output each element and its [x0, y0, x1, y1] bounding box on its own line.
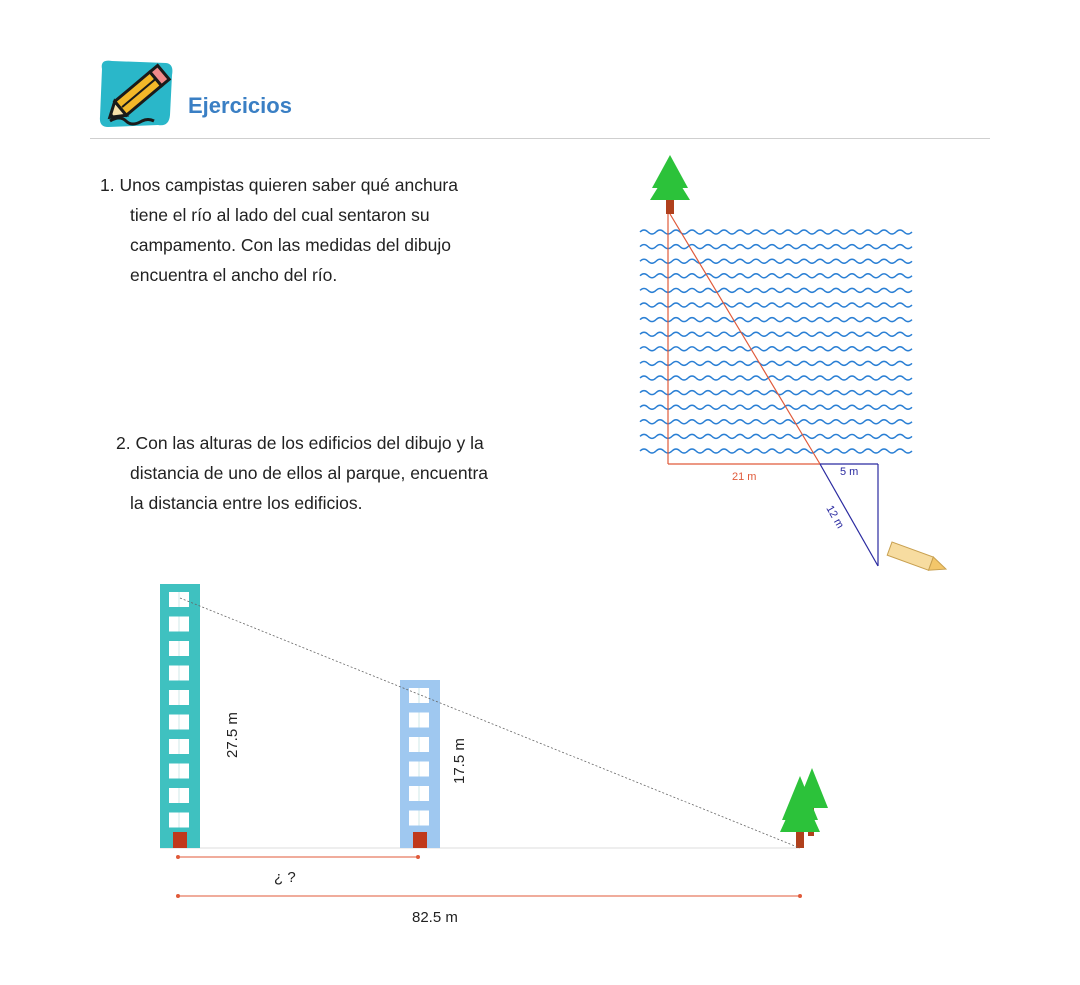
- exercise-2-line: 2. Con las alturas de los edificios del dibujo y la: [116, 433, 484, 453]
- header-divider: [90, 138, 990, 139]
- exercise-1-text: [100, 170, 570, 290]
- pencil-icon: [887, 542, 948, 576]
- page-title: Ejercicios: [188, 93, 292, 118]
- buildings-diagram: [140, 570, 860, 930]
- label-5m: 5 m: [840, 466, 859, 478]
- wave-line: [640, 332, 912, 336]
- pencil-icon: [96, 55, 176, 133]
- unknown-distance-label: ¿ ?: [274, 869, 296, 886]
- exercise-1-line: 1. Unos campistas quieren saber qué anchura: [100, 175, 458, 195]
- exercise-2-line: la distancia entre los edificios.: [130, 493, 363, 513]
- wave-line: [640, 274, 912, 278]
- measure-dot: [798, 894, 802, 898]
- exercise-1-line: tiene el río al lado del cual sentaron su: [130, 205, 430, 225]
- header: [96, 55, 990, 140]
- exercise-1-line: encuentra el ancho del río.: [130, 265, 338, 285]
- measure-dot: [416, 855, 420, 859]
- wave-line: [640, 259, 912, 263]
- tree-icon: [780, 768, 828, 848]
- tall-building: [160, 584, 200, 848]
- wave-line: [640, 318, 912, 322]
- river-diagram: [630, 150, 970, 580]
- sight-line: [180, 598, 800, 848]
- river-water: [640, 230, 912, 453]
- sight-line: [670, 214, 820, 464]
- wave-line: [640, 288, 912, 292]
- wave-line: [640, 245, 912, 249]
- wave-line: [640, 303, 912, 307]
- wave-line: [640, 420, 912, 424]
- label-12m: 12 m: [823, 503, 847, 531]
- wave-line: [640, 361, 912, 365]
- wave-line: [640, 449, 912, 453]
- measure-dot: [176, 855, 180, 859]
- wave-line: [640, 376, 912, 380]
- tree-icon: [650, 155, 690, 214]
- exercise-2-text: [116, 428, 586, 518]
- exercise-1-line: campamento. Con las medidas del dibujo: [130, 235, 452, 255]
- short-building: [400, 680, 440, 848]
- measure-dot: [176, 894, 180, 898]
- exercise-2-line: distancia de uno de ellos al parque, encuentra: [130, 463, 489, 483]
- tall-height-label: 27.5 m: [224, 712, 241, 758]
- total-distance-label: 82.5 m: [412, 909, 458, 926]
- wave-line: [640, 434, 912, 438]
- label-21m: 21 m: [732, 471, 757, 483]
- short-height-label: 17.5 m: [451, 738, 468, 784]
- wave-line: [640, 405, 912, 409]
- wave-line: [640, 347, 912, 351]
